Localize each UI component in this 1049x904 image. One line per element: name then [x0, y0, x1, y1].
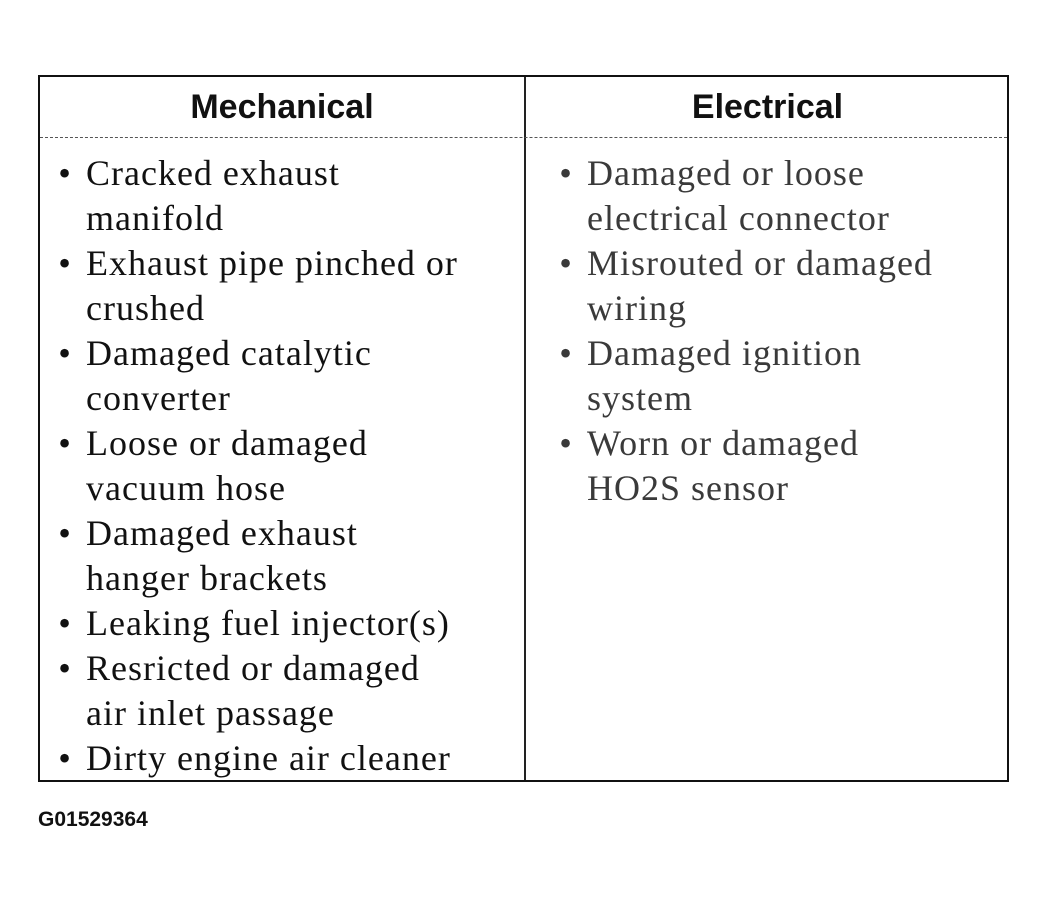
electrical-item — [549, 331, 999, 421]
mechanical-item — [48, 646, 518, 736]
item-line: manifold — [86, 198, 224, 238]
bullet-icon: • — [58, 153, 72, 193]
item-line: Exhaust pipe pinched or — [86, 243, 458, 283]
bullet-icon: • — [559, 153, 573, 193]
mechanical-item — [48, 331, 518, 421]
electrical-item — [549, 151, 999, 241]
electrical-list — [549, 151, 999, 511]
bullet-icon: • — [559, 423, 573, 463]
mechanical-item — [48, 151, 518, 241]
mechanical-item — [48, 241, 518, 331]
mechanical-header: Mechanical — [190, 88, 374, 126]
item-line: Dirty engine air cleaner — [86, 738, 451, 778]
mechanical-item — [48, 736, 518, 781]
item-line: vacuum hose — [86, 468, 286, 508]
item-line: Resricted or damaged — [86, 648, 420, 688]
item-line: electrical connector — [587, 198, 890, 238]
bullet-icon: • — [559, 333, 573, 373]
bullet-icon: • — [58, 423, 72, 463]
mechanical-item — [48, 421, 518, 511]
bullet-icon: • — [559, 243, 573, 283]
item-line: Damaged ignition — [587, 333, 862, 373]
electrical-item — [549, 421, 999, 511]
bullet-icon: • — [58, 603, 72, 643]
header-rule — [40, 137, 1007, 138]
mechanical-item — [48, 601, 518, 646]
cause-table — [38, 75, 1009, 782]
electrical-item — [549, 241, 999, 331]
item-line: system — [587, 378, 694, 418]
bullet-icon: • — [58, 333, 72, 373]
item-line: Damaged or loose — [587, 153, 865, 193]
item-line: Cracked exhaust — [86, 153, 340, 193]
item-line: Damaged catalytic — [86, 333, 372, 373]
electrical-header: Electrical — [691, 88, 844, 126]
item-line: air inlet passage — [86, 693, 335, 733]
column-divider — [524, 77, 526, 780]
item-line: Worn or damaged — [587, 423, 860, 463]
bullet-icon: • — [58, 738, 72, 778]
item-line: Loose or damaged — [86, 423, 368, 463]
item-line: Damaged exhaust — [86, 513, 358, 553]
item-line: HO2S sensor — [587, 468, 790, 508]
bullet-icon: • — [58, 648, 72, 688]
mechanical-item — [48, 511, 518, 601]
mechanical-list — [48, 151, 518, 781]
item-line: crushed — [86, 288, 205, 328]
item-line: Leaking fuel injector(s) — [86, 603, 450, 643]
bullet-icon: • — [58, 243, 72, 283]
item-line: Misrouted or damaged — [587, 243, 933, 283]
item-line: converter — [86, 378, 231, 418]
bullet-icon: • — [58, 513, 72, 553]
item-line: wiring — [587, 288, 687, 328]
figure-id: G01529364 — [38, 808, 148, 831]
item-line: hanger brackets — [86, 558, 328, 598]
